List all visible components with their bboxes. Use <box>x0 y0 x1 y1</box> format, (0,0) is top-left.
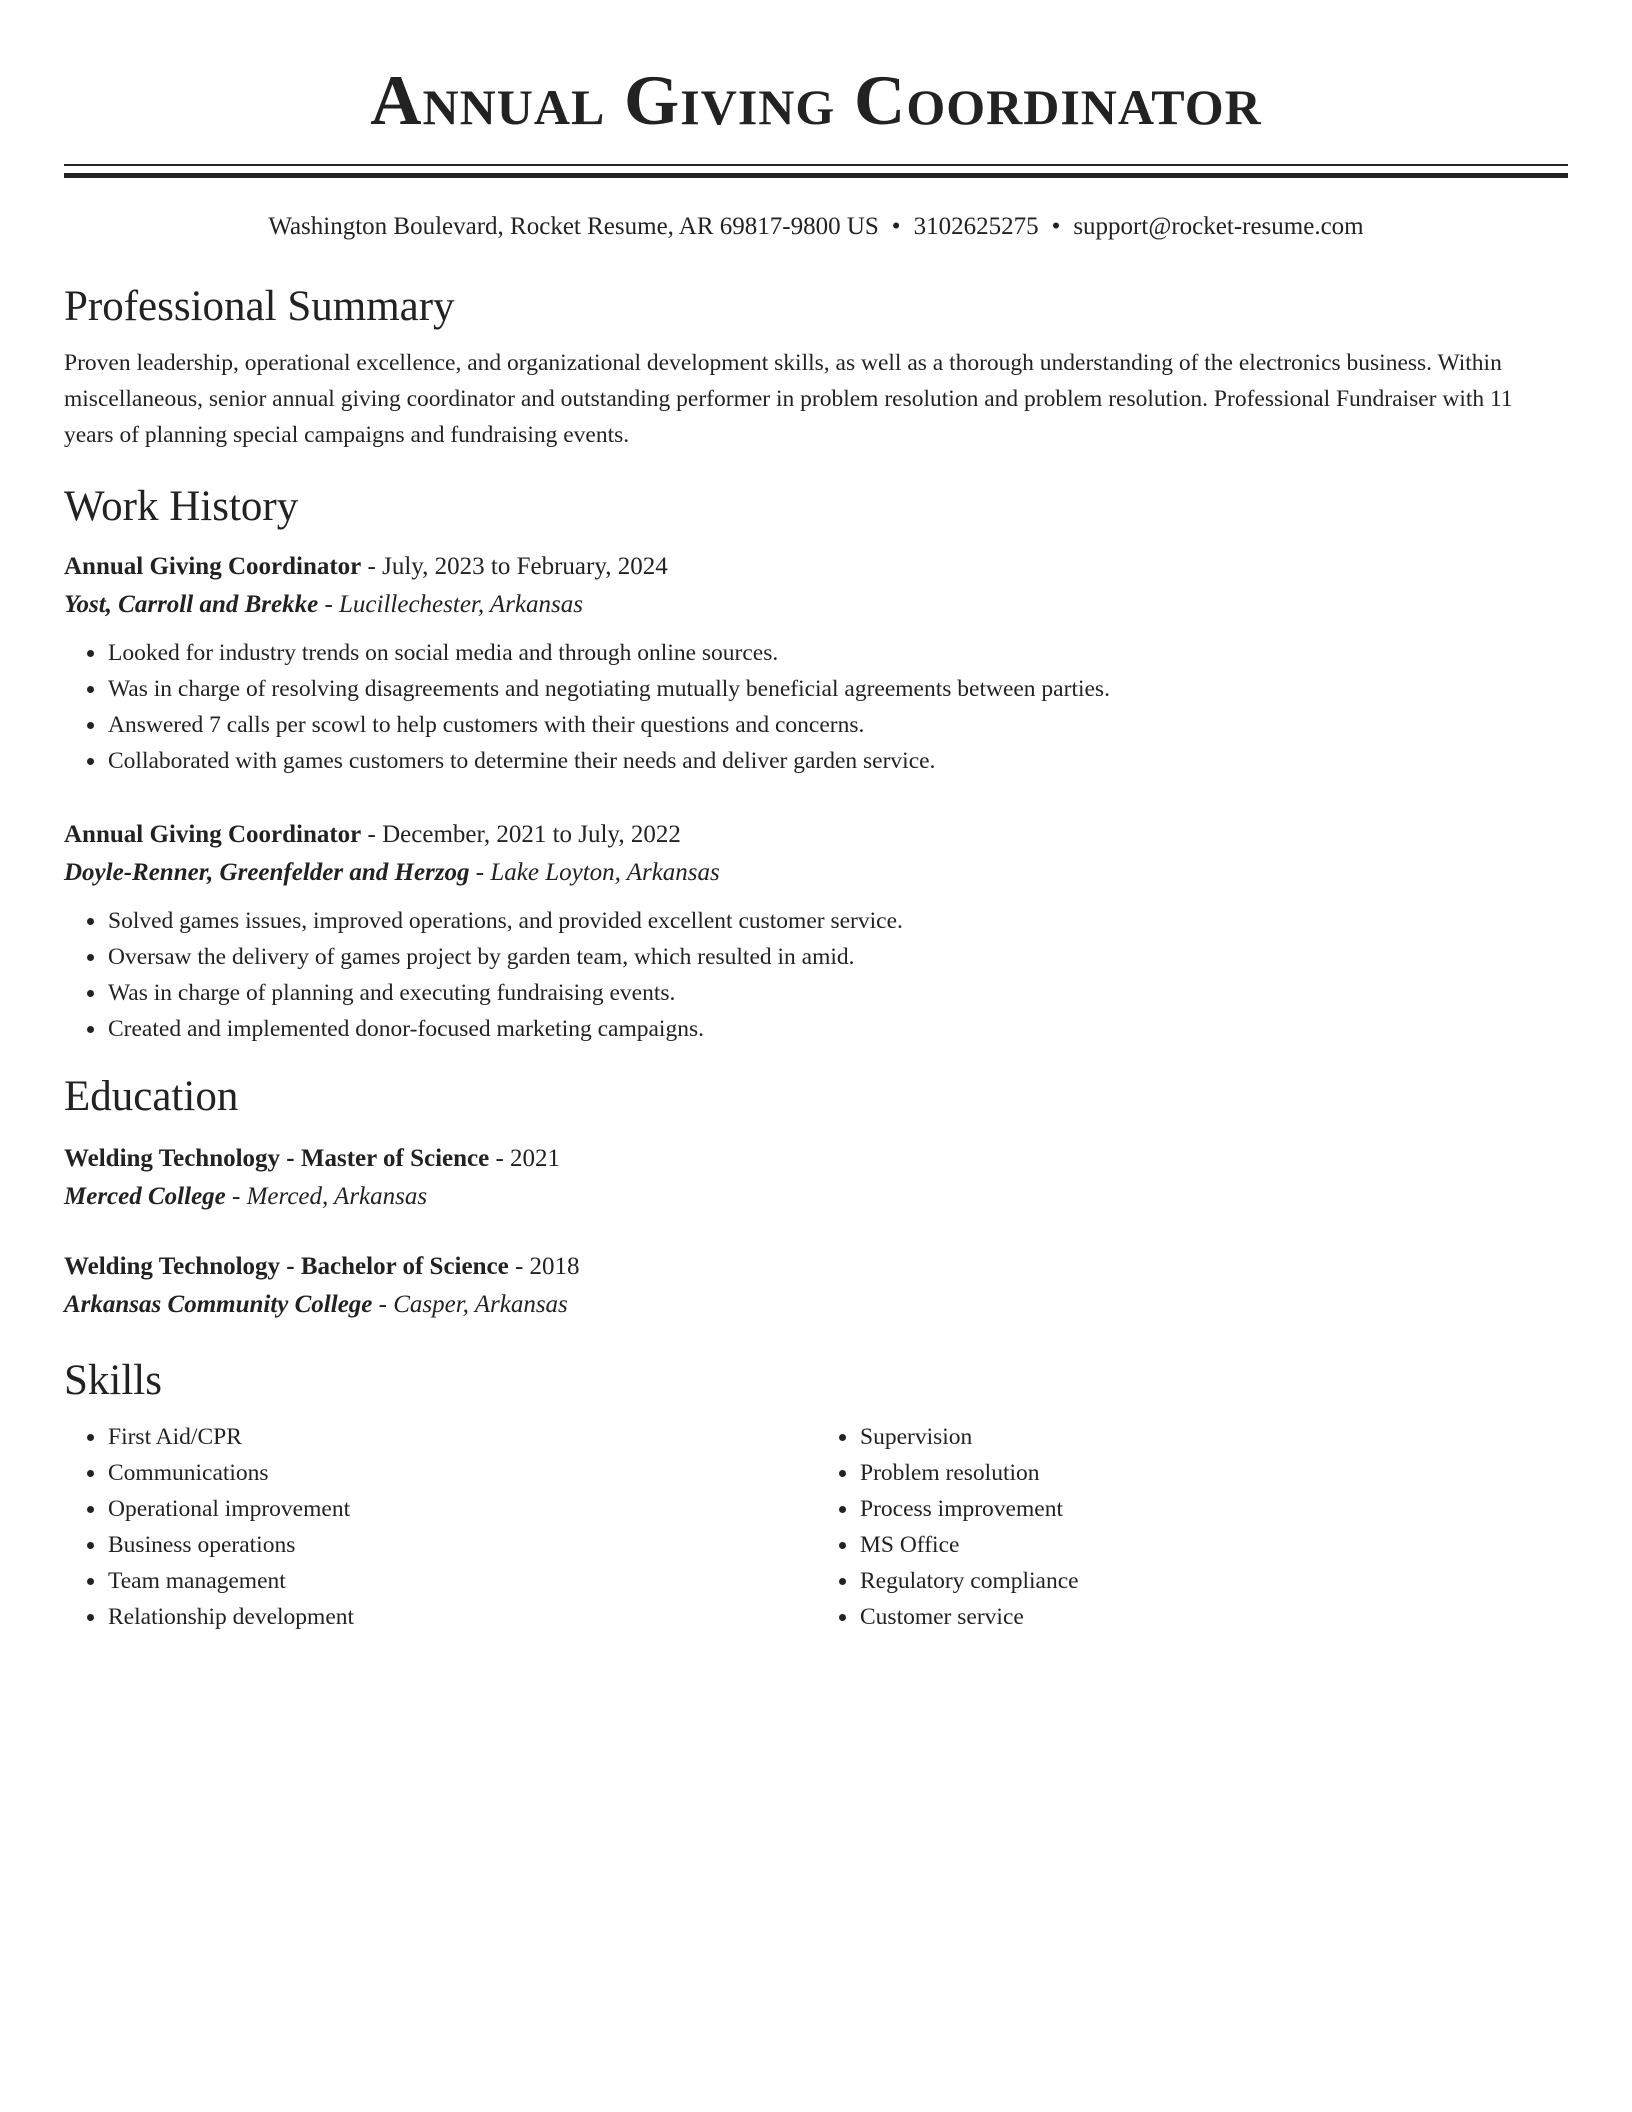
contact-separator: • <box>891 213 901 240</box>
job-entry <box>64 817 1568 1047</box>
skill-item: • Process improvement <box>859 1491 1568 1527</box>
job-bullet: • Was in charge of planning and executing fundraising events. <box>107 975 1568 1011</box>
job-entry <box>64 549 1568 779</box>
contact-line <box>64 211 1568 243</box>
job-bullet: • Solved games issues, improved operations, and provided excellent customer service. <box>107 903 1568 939</box>
employer-line <box>64 853 1568 893</box>
header-rule-thick <box>64 173 1568 178</box>
employer-line <box>64 585 1568 625</box>
job-bullet: • Oversaw the delivery of games project by garden team, which resulted in amid. <box>107 939 1568 975</box>
skill-item: • Regulatory compliance <box>859 1563 1568 1599</box>
school-location: - Merced, Arkansas <box>225 1183 428 1210</box>
job-bullets <box>64 635 1568 779</box>
skills-heading: Skills <box>64 1357 162 1404</box>
contact-email: support@rocket-resume.com <box>1073 213 1364 240</box>
header-rule-thin <box>64 164 1568 166</box>
skill-item: • Operational improvement <box>107 1491 816 1527</box>
employer-name: Yost, Carroll and Brekke <box>64 591 319 618</box>
employer-name: Doyle-Renner, Greenfelder and Herzog <box>64 859 470 886</box>
job-dates: - July, 2023 to February, 2024 <box>361 553 668 580</box>
skill-item: • Relationship development <box>107 1599 816 1635</box>
degree-line <box>64 1141 1568 1177</box>
skill-item: • Communications <box>107 1455 816 1491</box>
degree-year: - 2018 <box>508 1253 580 1280</box>
job-title: Annual Giving Coordinator <box>64 821 362 848</box>
job-title-line <box>64 817 1568 853</box>
skills-columns <box>64 1419 1568 1635</box>
job-bullet: • Collaborated with games customers to determine their needs and deliver garden service. <box>107 743 1568 779</box>
school-name: Arkansas Community College <box>64 1291 373 1318</box>
skill-item: • Business operations <box>107 1527 816 1563</box>
skill-item: • MS Office <box>859 1527 1568 1563</box>
skills-list-right <box>816 1419 1568 1635</box>
skill-item: • Supervision <box>859 1419 1568 1455</box>
contact-separator: • <box>1051 213 1061 240</box>
education-entry <box>64 1141 1568 1217</box>
contact-phone: 3102625275 <box>913 213 1039 240</box>
degree-line <box>64 1249 1568 1285</box>
work-history-heading: Work History <box>64 483 299 530</box>
job-bullet: • Created and implemented donor-focused marketing campaigns. <box>107 1011 1568 1047</box>
school-line <box>64 1285 1568 1325</box>
skill-item: • Customer service <box>859 1599 1568 1635</box>
degree-year: - 2021 <box>489 1145 561 1172</box>
skill-item: • Team management <box>107 1563 816 1599</box>
contact-address: Washington Boulevard, Rocket Resume, AR 69817-9800 US <box>268 213 879 240</box>
job-title: Annual Giving Coordinator <box>64 553 362 580</box>
job-title-line <box>64 549 1568 585</box>
school-line <box>64 1177 1568 1217</box>
resume-name: Annual Giving Coordinator <box>370 62 1262 140</box>
education-heading: Education <box>64 1073 239 1120</box>
job-bullet: • Was in charge of resolving disagreements and negotiating mutually beneficial agreements between parties. <box>107 671 1568 707</box>
degree: Welding Technology - Bachelor of Science <box>64 1253 509 1280</box>
summary-text: Proven leadership, operational excellence, and organizational development skills, as well as a thorough understanding of the electronics business. Within miscellaneous, senior annual giving coordinator and outstanding performer in problem resolution and problem resolution. Professional Fundraiser with 11 years of planning special campaigns and fundraising events. <box>64 350 1513 448</box>
school-location: - Casper, Arkansas <box>372 1291 568 1318</box>
education-entry <box>64 1249 1568 1325</box>
job-bullet: • Answered 7 calls per scowl to help customers with their questions and concerns. <box>107 707 1568 743</box>
skill-item: • Problem resolution <box>859 1455 1568 1491</box>
skill-item: • First Aid/CPR <box>107 1419 816 1455</box>
job-bullets <box>64 903 1568 1047</box>
summary-heading: Professional Summary <box>64 283 455 330</box>
job-bullet: • Looked for industry trends on social media and through online sources. <box>107 635 1568 671</box>
degree: Welding Technology - Master of Science <box>64 1145 490 1172</box>
job-dates: - December, 2021 to July, 2022 <box>361 821 681 848</box>
school-name: Merced College <box>64 1183 226 1210</box>
employer-location: - Lake Loyton, Arkansas <box>469 859 720 886</box>
skills-list-left <box>64 1419 816 1635</box>
employer-location: - Lucillechester, Arkansas <box>318 591 583 618</box>
